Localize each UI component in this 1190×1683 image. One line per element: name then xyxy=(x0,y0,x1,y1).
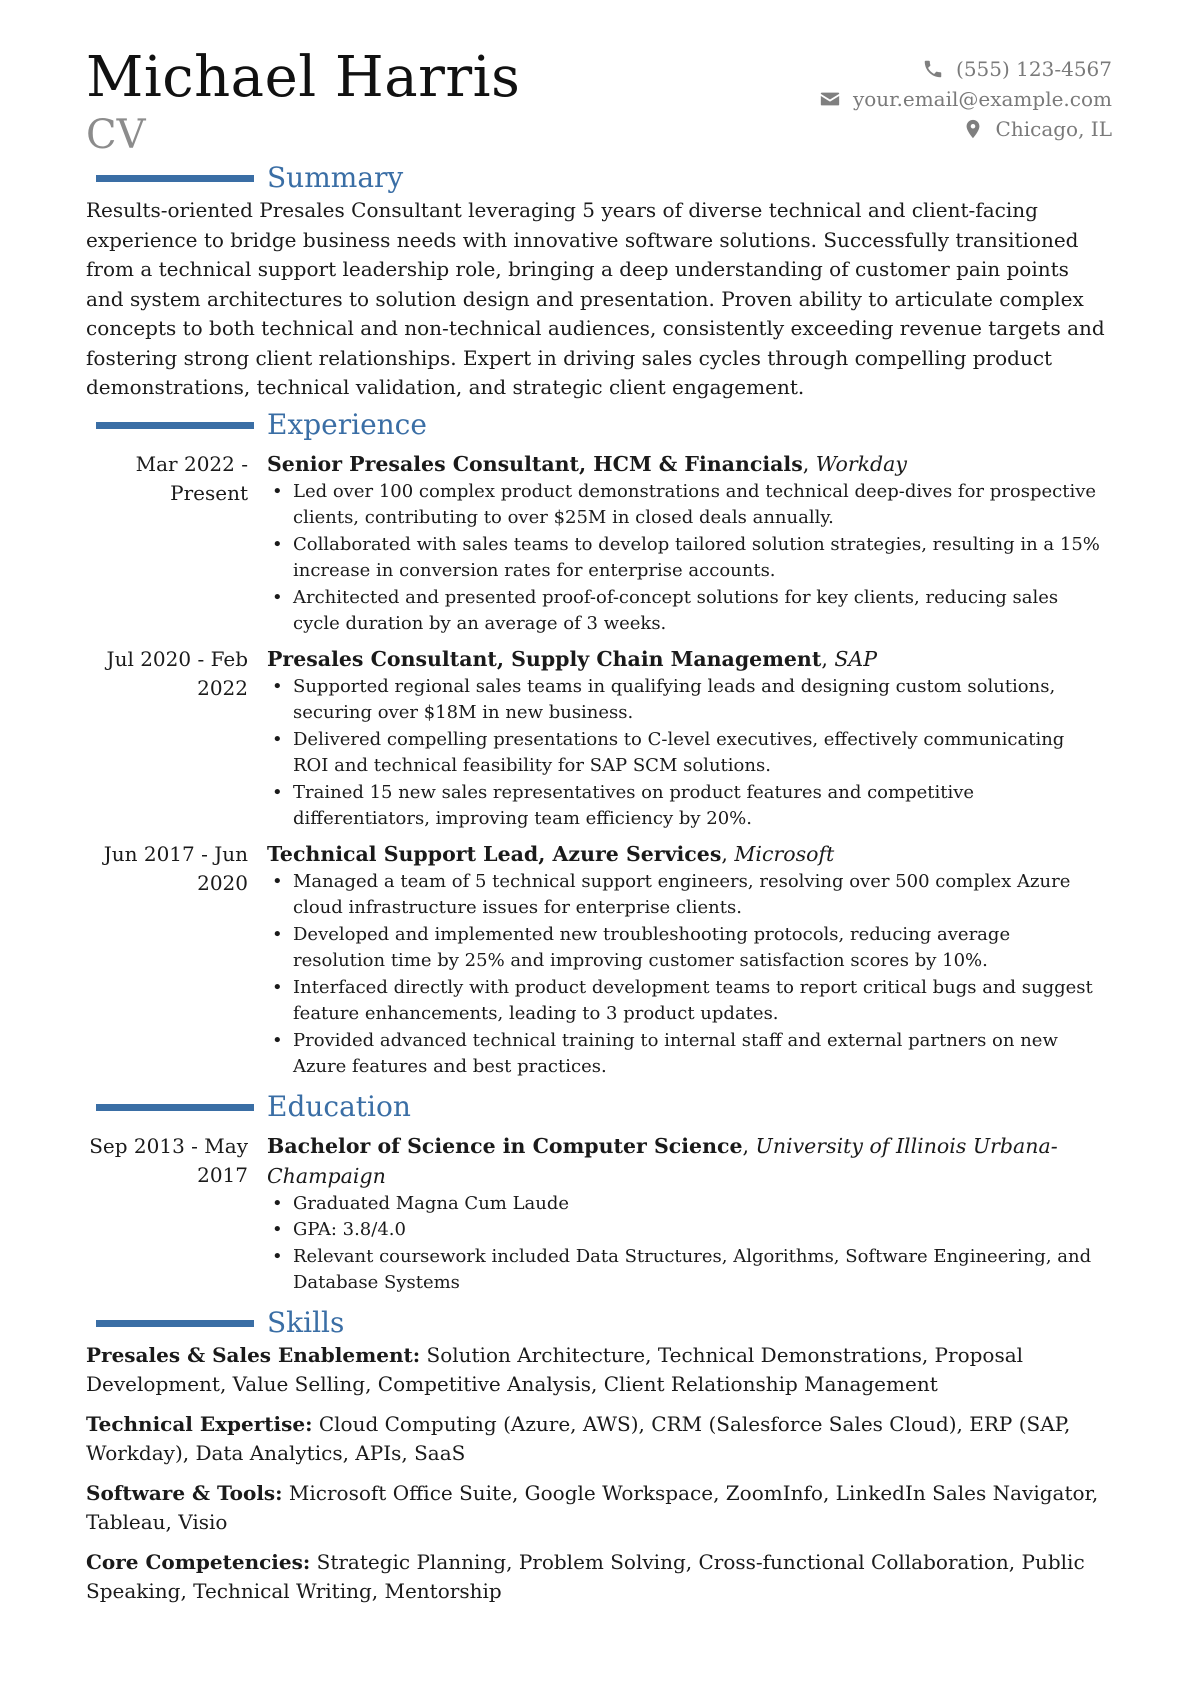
entry-date xyxy=(86,839,248,1081)
skill-group xyxy=(86,1548,1116,1607)
contact-email xyxy=(819,84,1112,114)
skill-group xyxy=(86,1479,1116,1538)
skill-text: Microsoft Office Suite, Google Workspace, ZoomInfo, LinkedIn Sales Navigator, Tableau, Visio xyxy=(86,1480,1099,1534)
list-item: • Developed and implemented new troubleshooting protocols, reducing average resolution time by 25% and improving customer satisfaction scores by 10%. xyxy=(267,922,1101,975)
section-accent-bar xyxy=(96,422,254,429)
experience-entry xyxy=(86,449,1116,638)
list-item: • Graduated Magna Cum Laude xyxy=(267,1191,1101,1218)
date-end: 2022 xyxy=(197,675,248,700)
document-tag: CV xyxy=(86,112,146,158)
section-accent-bar xyxy=(96,1320,254,1327)
email-text[interactable]: your.email@example.com xyxy=(852,87,1112,111)
entry-heading: Presales Consultant, Supply Chain Management, SAP xyxy=(267,646,878,671)
envelope-icon xyxy=(819,88,841,110)
experience-entry xyxy=(86,644,1116,833)
section-header-skills xyxy=(86,1305,1116,1341)
section-title: Experience xyxy=(267,407,427,441)
bullet-list xyxy=(267,1191,1101,1297)
list-item: • Collaborated with sales teams to develop tailored solution strategies, resulting in a 15% increase in conversion rates for enterprise accounts. xyxy=(267,532,1101,585)
section-header-experience xyxy=(86,407,1116,443)
entry-org: University of Illinois Urbana-Champaign xyxy=(267,1133,1058,1188)
list-item: • GPA: 3.8/4.0 xyxy=(267,1217,1101,1244)
summary-text: Results-oriented Presales Consultant leveraging 5 years of diverse technical and client-facing experience to bridge business needs with innovative software solutions. Successfully transitioned from a technical support leadership role, bringing a deep understanding of customer pain points and system architectures to solution design and presentation. Proven ability to articulate complex concepts to both technical and non-technical audiences, consistently exceeding revenue targets and fostering strong client relationships. Expert in driving sales cycles through compelling product demonstrations, technical validation, and strategic client engagement. xyxy=(86,198,1105,399)
entry-heading: Technical Support Lead, Azure Services, Microsoft xyxy=(267,841,835,866)
list-item: • Trained 15 new sales representatives on product features and competitive differentiators, improving team efficiency by 20%. xyxy=(267,780,1101,833)
section-accent-bar xyxy=(96,175,254,182)
entry-role: Technical Support Lead, Azure Services xyxy=(267,841,722,866)
entry-role: Presales Consultant, Supply Chain Management xyxy=(267,646,822,671)
location-text: Chicago, IL xyxy=(995,117,1112,141)
experience-entry xyxy=(86,839,1116,1081)
bullet-list xyxy=(267,869,1101,1081)
skill-label: Core Competencies: xyxy=(86,1549,311,1574)
section-header-education xyxy=(86,1089,1116,1125)
date-start: Mar 2022 - xyxy=(135,451,248,476)
entry-body xyxy=(267,839,1101,1081)
list-item: • Managed a team of 5 technical support engineers, resolving over 500 complex Azure cloud infrastructure issues for enterprise clients. xyxy=(267,869,1101,922)
date-start: Jul 2020 - Feb xyxy=(106,646,248,671)
contact-block xyxy=(819,54,1112,144)
date-end: Present xyxy=(170,480,248,505)
map-pin-icon xyxy=(962,118,984,140)
entry-body xyxy=(267,449,1101,638)
cv-page xyxy=(86,0,1116,1617)
person-name: Michael Harris xyxy=(86,45,521,110)
list-item: • Provided advanced technical training to internal staff and external partners on new Azure features and best practices. xyxy=(267,1028,1101,1081)
cv-header xyxy=(86,0,1116,160)
education-entry xyxy=(86,1131,1116,1297)
entry-role: Senior Presales Consultant, HCM & Financials xyxy=(267,451,803,476)
date-end: 2020 xyxy=(197,870,248,895)
section-title: Education xyxy=(267,1089,411,1123)
entry-date xyxy=(86,644,248,833)
bullet-list xyxy=(267,479,1101,638)
list-item: • Delivered compelling presentations to C-level executives, effectively communicating ROI and technical feasibility for SAP SCM solutions. xyxy=(267,727,1101,780)
entry-org: Microsoft xyxy=(734,841,835,866)
phone-text: (555) 123-4567 xyxy=(956,57,1112,81)
skill-text: Solution Architecture, Technical Demonstrations, Proposal Development, Value Selling, Competitive Analysis, Client Relationship Management xyxy=(86,1342,1024,1396)
bullet-list xyxy=(267,674,1101,833)
skill-label: Software & Tools: xyxy=(86,1480,283,1505)
entry-heading: Senior Presales Consultant, HCM & Financials, Workday xyxy=(267,451,907,476)
entry-body xyxy=(267,1131,1101,1297)
section-accent-bar xyxy=(96,1104,254,1111)
entry-body xyxy=(267,644,1101,833)
contact-location xyxy=(819,114,1112,144)
date-end: 2017 xyxy=(197,1162,248,1187)
list-item: • Led over 100 complex product demonstrations and technical deep-dives for prospective clients, contributing to over $25M in closed deals annually. xyxy=(267,479,1101,532)
section-title: Skills xyxy=(267,1305,345,1339)
date-start: Jun 2017 - Jun xyxy=(103,841,248,866)
entry-date xyxy=(86,1131,248,1297)
skill-group xyxy=(86,1410,1116,1469)
skill-text: Strategic Planning, Problem Solving, Cross-functional Collaboration, Public Speaking, Technical Writing, Mentorship xyxy=(86,1549,1085,1603)
skill-label: Presales & Sales Enablement: xyxy=(86,1342,421,1367)
skill-text: Cloud Computing (Azure, AWS), CRM (Salesforce Sales Cloud), ERP (SAP, Workday), Data Analytics, APIs, SaaS xyxy=(86,1411,1071,1465)
entry-org: Workday xyxy=(815,451,907,476)
phone-icon xyxy=(922,58,944,80)
section-header-summary xyxy=(86,160,1116,196)
list-item: • Relevant coursework included Data Structures, Algorithms, Software Engineering, and Database Systems xyxy=(267,1244,1101,1297)
entry-role: Bachelor of Science in Computer Science xyxy=(267,1133,743,1158)
entry-heading: Bachelor of Science in Computer Science, University of Illinois Urbana-Champaign xyxy=(267,1133,1058,1188)
entry-org: SAP xyxy=(834,646,878,671)
contact-phone xyxy=(819,54,1112,84)
skill-group xyxy=(86,1341,1116,1400)
list-item: • Architected and presented proof-of-concept solutions for key clients, reducing sales cycle duration by an average of 3 weeks. xyxy=(267,585,1101,638)
list-item: • Interfaced directly with product development teams to report critical bugs and suggest feature enhancements, leading to 3 product updates. xyxy=(267,975,1101,1028)
entry-date xyxy=(86,449,248,638)
list-item: • Supported regional sales teams in qualifying leads and designing custom solutions, securing over $18M in new business. xyxy=(267,674,1101,727)
section-title: Summary xyxy=(267,161,404,194)
date-start: Sep 2013 - May xyxy=(89,1133,248,1158)
skill-label: Technical Expertise: xyxy=(86,1411,313,1436)
